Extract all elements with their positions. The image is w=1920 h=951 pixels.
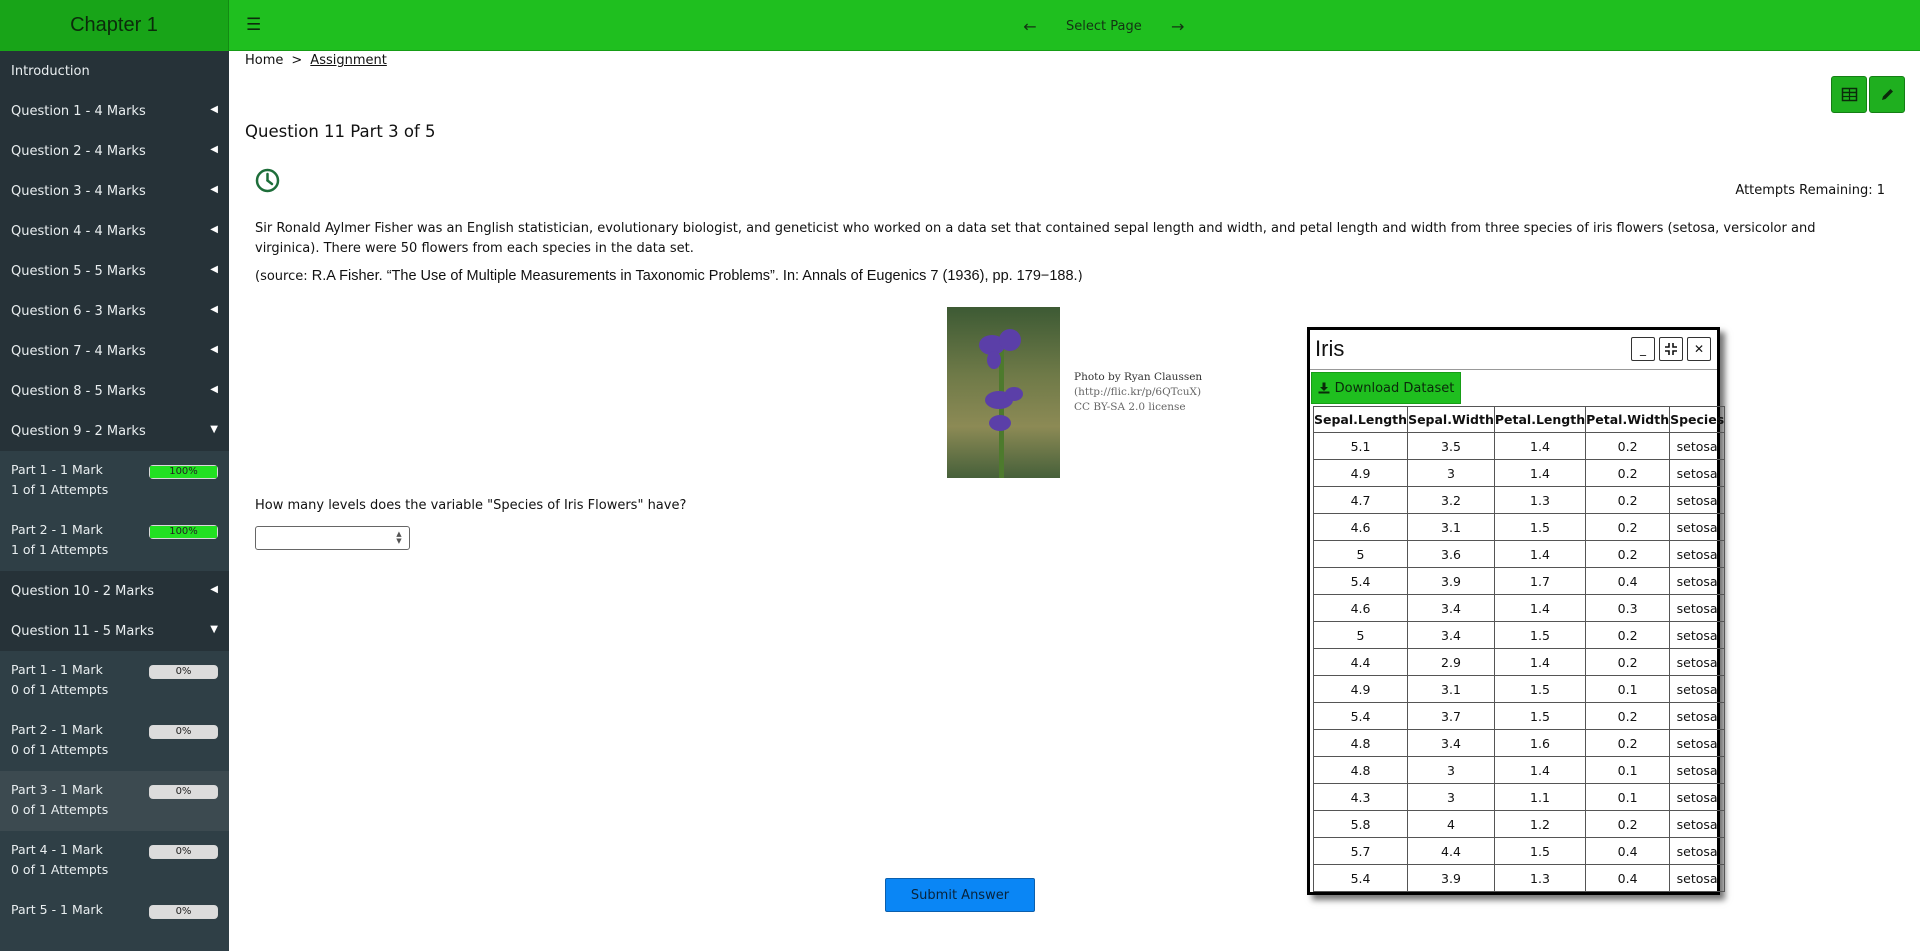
table-cell: 1.5 bbox=[1494, 838, 1585, 865]
photo-credit-link[interactable]: (http://flic.kr/p/6QTcuX) bbox=[1074, 386, 1202, 398]
caret-left-icon: ◀ bbox=[210, 384, 218, 395]
table-cell: setosa bbox=[1670, 487, 1725, 514]
caret-down-icon: ▼ bbox=[210, 424, 218, 435]
part-title: Part 1 - 1 Mark bbox=[11, 662, 103, 677]
part-title: Part 2 - 1 Mark bbox=[11, 722, 103, 737]
table-cell: 1.5 bbox=[1494, 622, 1585, 649]
table-cell: 1.7 bbox=[1494, 568, 1585, 595]
sidebar-item[interactable] bbox=[0, 571, 229, 611]
sidebar-item-label: Question 11 - 5 Marks bbox=[11, 623, 155, 639]
table-cell: 3.9 bbox=[1408, 865, 1495, 892]
source-suffix: ) bbox=[1077, 269, 1083, 284]
window-controls bbox=[1631, 337, 1711, 361]
table-cell: 3.4 bbox=[1408, 622, 1495, 649]
table-cell: 5 bbox=[1314, 541, 1408, 568]
sidebar-item[interactable] bbox=[0, 251, 229, 291]
table-cell: 5.4 bbox=[1314, 865, 1408, 892]
dataset-table-container[interactable] bbox=[1313, 406, 1725, 890]
sidebar-part-item[interactable] bbox=[0, 711, 229, 771]
column-header[interactable]: Species bbox=[1670, 407, 1725, 433]
table-cell: 1.5 bbox=[1494, 514, 1585, 541]
progress-bar bbox=[149, 525, 218, 539]
sidebar-item[interactable] bbox=[0, 171, 229, 211]
table-cell: setosa bbox=[1670, 649, 1725, 676]
sidebar-part-item[interactable] bbox=[0, 451, 229, 511]
attempts-remaining: Attempts Remaining: 1 bbox=[1735, 183, 1885, 198]
table-cell: 0.2 bbox=[1586, 622, 1670, 649]
table-cell: 0.2 bbox=[1586, 811, 1670, 838]
table-cell: setosa bbox=[1670, 730, 1725, 757]
fullscreen-glyph bbox=[1664, 342, 1678, 356]
table-cell: 3 bbox=[1408, 757, 1495, 784]
table-cell: setosa bbox=[1670, 433, 1725, 460]
sidebar-item-label: Question 8 - 5 Marks bbox=[11, 383, 146, 399]
caret-left-icon: ◀ bbox=[210, 344, 218, 355]
photo-petal bbox=[999, 329, 1021, 351]
breadcrumb-current[interactable]: Assignment bbox=[310, 53, 387, 68]
table-cell: 5.7 bbox=[1314, 838, 1408, 865]
table-row bbox=[1314, 433, 1725, 460]
table-cell: 4 bbox=[1408, 811, 1495, 838]
table-row bbox=[1314, 811, 1725, 838]
sidebar-item-label: Question 4 - 4 Marks bbox=[11, 223, 146, 239]
fullscreen-icon[interactable] bbox=[1659, 337, 1683, 361]
table-row bbox=[1314, 541, 1725, 568]
table-cell: 1.4 bbox=[1494, 649, 1585, 676]
part-title: Part 5 - 1 Mark bbox=[11, 902, 103, 917]
sidebar-item[interactable] bbox=[0, 211, 229, 251]
caret-left-icon: ◀ bbox=[210, 144, 218, 155]
progress-text: 0% bbox=[175, 846, 192, 857]
table-cell: 0.2 bbox=[1586, 541, 1670, 568]
sidebar bbox=[0, 51, 229, 927]
table-cell: 0.2 bbox=[1586, 487, 1670, 514]
window-title: Iris bbox=[1315, 336, 1345, 361]
table-cell: setosa bbox=[1670, 703, 1725, 730]
table-cell: setosa bbox=[1670, 838, 1725, 865]
table-cell: 0.4 bbox=[1586, 838, 1670, 865]
arrow-left-icon[interactable]: ← bbox=[1023, 16, 1037, 36]
sidebar-item[interactable] bbox=[0, 331, 229, 371]
caret-down-icon: ▼ bbox=[210, 624, 218, 635]
table-cell: 3.1 bbox=[1408, 514, 1495, 541]
sidebar-item[interactable] bbox=[0, 131, 229, 171]
column-header[interactable]: Sepal.Length bbox=[1314, 407, 1408, 433]
table-cell: 3 bbox=[1408, 460, 1495, 487]
table-row bbox=[1314, 514, 1725, 541]
table-cell: setosa bbox=[1670, 865, 1725, 892]
table-cell: 5.1 bbox=[1314, 433, 1408, 460]
table-cell: 5 bbox=[1314, 622, 1408, 649]
sidebar-item[interactable] bbox=[0, 411, 229, 451]
table-cell: setosa bbox=[1670, 514, 1725, 541]
source-prefix: (source: bbox=[255, 269, 312, 284]
dataset-table bbox=[1313, 406, 1725, 892]
progress-bar bbox=[149, 785, 218, 799]
source-text: R.A Fisher. “The Use of Multiple Measurements in Taxonomic Problems”. In: Annals of Eugenics 7 (1936), pp. 179−188. bbox=[311, 268, 1078, 284]
clock-icon bbox=[255, 168, 280, 193]
table-cell: 1.5 bbox=[1494, 676, 1585, 703]
table-row bbox=[1314, 784, 1725, 811]
progress-text: 0% bbox=[175, 726, 192, 737]
progress-text: 100% bbox=[169, 526, 198, 537]
progress-bar bbox=[149, 845, 218, 859]
sidebar-part-item[interactable] bbox=[0, 511, 229, 571]
photo-stem bbox=[999, 347, 1004, 478]
sidebar-item[interactable] bbox=[0, 91, 229, 131]
sidebar-item-label: Question 2 - 4 Marks bbox=[11, 143, 146, 159]
table-cell: 4.8 bbox=[1314, 757, 1408, 784]
table-cell: 2.9 bbox=[1408, 649, 1495, 676]
column-header[interactable]: Petal.Width bbox=[1586, 407, 1670, 433]
table-cell: 0.2 bbox=[1586, 649, 1670, 676]
caret-left-icon: ◀ bbox=[210, 184, 218, 195]
table-cell: 0.2 bbox=[1586, 460, 1670, 487]
table-cell: 4.3 bbox=[1314, 784, 1408, 811]
table-cell: 0.1 bbox=[1586, 757, 1670, 784]
submit-answer-button[interactable]: Submit Answer bbox=[885, 878, 1035, 912]
table-cell: 0.1 bbox=[1586, 784, 1670, 811]
table-cell: setosa bbox=[1670, 460, 1725, 487]
part-attempts: 0 of 1 Attempts bbox=[11, 802, 109, 817]
progress-text: 0% bbox=[175, 786, 192, 797]
table-cell: 4.4 bbox=[1408, 838, 1495, 865]
sidebar-item[interactable] bbox=[0, 51, 229, 91]
table-cell: 4.9 bbox=[1314, 460, 1408, 487]
table-cell: 4.6 bbox=[1314, 514, 1408, 541]
data-table-button[interactable] bbox=[1831, 76, 1867, 113]
table-cell: 3.7 bbox=[1408, 703, 1495, 730]
iris-dataset-window bbox=[1307, 327, 1725, 895]
table-row bbox=[1314, 460, 1725, 487]
table-cell: 3.1 bbox=[1408, 676, 1495, 703]
arrow-right-icon[interactable]: → bbox=[1171, 16, 1185, 36]
sidebar-item[interactable] bbox=[0, 611, 229, 651]
table-row bbox=[1314, 730, 1725, 757]
iris-photo bbox=[947, 307, 1060, 478]
table-cell: setosa bbox=[1670, 784, 1725, 811]
window-header[interactable] bbox=[1310, 330, 1717, 370]
sidebar-item-label: Introduction bbox=[11, 63, 90, 79]
progress-text: 100% bbox=[169, 466, 198, 477]
sidebar-item-label: Question 6 - 3 Marks bbox=[11, 303, 146, 319]
table-row bbox=[1314, 757, 1725, 784]
table-cell: 1.3 bbox=[1494, 865, 1585, 892]
photo-petal bbox=[987, 351, 1001, 369]
caret-left-icon: ◀ bbox=[210, 104, 218, 115]
table-cell: 0.1 bbox=[1586, 676, 1670, 703]
table-cell: 1.5 bbox=[1494, 703, 1585, 730]
column-header[interactable]: Sepal.Width bbox=[1408, 407, 1495, 433]
part-attempts: 0 of 1 Attempts bbox=[11, 862, 109, 877]
question-description: Sir Ronald Aylmer Fisher was an English statistician, evolutionary biologist, and geneticist who worked on a data set that contained sepal length and width, and petal length and width from three species of iris flowers (setosa, versicolor and virginica). There were 50 flowers from each species in the data set. bbox=[255, 221, 1816, 256]
table-cell: 1.4 bbox=[1494, 757, 1585, 784]
table-row bbox=[1314, 676, 1725, 703]
part-attempts: 1 of 1 Attempts bbox=[11, 482, 109, 497]
table-row bbox=[1314, 865, 1725, 892]
table-cell: 1.3 bbox=[1494, 487, 1585, 514]
table-cell: setosa bbox=[1670, 595, 1725, 622]
table-row bbox=[1314, 487, 1725, 514]
sidebar-part-item[interactable] bbox=[0, 831, 229, 891]
column-header[interactable]: Petal.Length bbox=[1494, 407, 1585, 433]
table-cell: setosa bbox=[1670, 757, 1725, 784]
table-cell: 0.4 bbox=[1586, 865, 1670, 892]
tool-buttons bbox=[1831, 76, 1905, 113]
table-cell: 5.4 bbox=[1314, 703, 1408, 730]
table-row bbox=[1314, 622, 1725, 649]
table-cell: 1.2 bbox=[1494, 811, 1585, 838]
table-cell: 1.6 bbox=[1494, 730, 1585, 757]
answer-input[interactable] bbox=[255, 526, 410, 550]
progress-bar bbox=[149, 665, 218, 679]
table-header-row bbox=[1314, 407, 1725, 433]
table-cell: 5.4 bbox=[1314, 568, 1408, 595]
sidebar-item-label: Question 10 - 2 Marks bbox=[11, 583, 155, 599]
table-cell: 0.4 bbox=[1586, 568, 1670, 595]
table-cell: setosa bbox=[1670, 676, 1725, 703]
table-row bbox=[1314, 568, 1725, 595]
progress-bar bbox=[149, 465, 218, 479]
table-row bbox=[1314, 703, 1725, 730]
sidebar-item-label: Question 3 - 4 Marks bbox=[11, 183, 146, 199]
select-page-button[interactable]: Select Page bbox=[1066, 18, 1142, 34]
pencil-icon bbox=[1880, 87, 1895, 102]
caret-left-icon: ◀ bbox=[210, 264, 218, 275]
table-cell: 1.4 bbox=[1494, 595, 1585, 622]
page-selector bbox=[1020, 12, 1188, 40]
photo-petal bbox=[1005, 387, 1023, 401]
minimize-icon[interactable]: _ bbox=[1631, 337, 1655, 361]
sidebar-item-label: Question 7 - 4 Marks bbox=[11, 343, 146, 359]
source-citation bbox=[255, 268, 1083, 284]
number-stepper[interactable]: ▲ ▼ bbox=[396, 530, 402, 545]
table-cell: 0.3 bbox=[1586, 595, 1670, 622]
table-cell: 1.1 bbox=[1494, 784, 1585, 811]
table-icon bbox=[1842, 88, 1857, 101]
table-cell: 4.9 bbox=[1314, 676, 1408, 703]
part-attempts: 0 of 1 Attempts bbox=[11, 682, 109, 697]
close-icon[interactable]: ✕ bbox=[1687, 337, 1711, 361]
breadcrumb bbox=[245, 53, 387, 68]
sidebar-part-item[interactable] bbox=[0, 891, 229, 951]
table-cell: setosa bbox=[1670, 811, 1725, 838]
sidebar-part-item[interactable] bbox=[0, 771, 229, 831]
sidebar-item-label: Question 5 - 5 Marks bbox=[11, 263, 146, 279]
table-row bbox=[1314, 649, 1725, 676]
breadcrumb-home[interactable]: Home bbox=[245, 53, 284, 68]
sidebar-item[interactable] bbox=[0, 291, 229, 331]
hamburger-icon[interactable]: ☰ bbox=[246, 15, 262, 35]
part-attempts: 0 of 1 Attempts bbox=[11, 742, 109, 757]
chapter-title: Chapter 1 bbox=[0, 0, 229, 51]
download-dataset-button[interactable] bbox=[1311, 372, 1461, 404]
table-cell: 3.9 bbox=[1408, 568, 1495, 595]
table-cell: 3 bbox=[1408, 784, 1495, 811]
part-title: Part 1 - 1 Mark bbox=[11, 462, 103, 477]
progress-text: 0% bbox=[175, 666, 192, 677]
table-cell: setosa bbox=[1670, 541, 1725, 568]
download-label: Download Dataset bbox=[1334, 380, 1455, 396]
progress-bar bbox=[149, 725, 218, 739]
table-cell: 4.8 bbox=[1314, 730, 1408, 757]
sidebar-part-item[interactable] bbox=[0, 651, 229, 711]
question-title: Question 11 Part 3 of 5 bbox=[245, 122, 436, 141]
caret-left-icon: ◀ bbox=[210, 584, 218, 595]
photo-credit-author: Photo by Ryan Claussen bbox=[1074, 371, 1203, 383]
top-bar bbox=[0, 0, 1920, 51]
photo-petal bbox=[989, 415, 1011, 431]
table-cell: 3.4 bbox=[1408, 730, 1495, 757]
sidebar-item-label: Question 9 - 2 Marks bbox=[11, 423, 146, 439]
table-cell: setosa bbox=[1670, 568, 1725, 595]
table-cell: 4.7 bbox=[1314, 487, 1408, 514]
table-cell: 3.5 bbox=[1408, 433, 1495, 460]
table-cell: 1.4 bbox=[1494, 433, 1585, 460]
breadcrumb-separator: > bbox=[291, 53, 303, 68]
table-cell: 5.8 bbox=[1314, 811, 1408, 838]
table-cell: 4.6 bbox=[1314, 595, 1408, 622]
table-cell: 0.2 bbox=[1586, 703, 1670, 730]
table-cell: 1.4 bbox=[1494, 541, 1585, 568]
part-attempts: 1 of 1 Attempts bbox=[11, 542, 109, 557]
table-cell: 1.4 bbox=[1494, 460, 1585, 487]
caret-left-icon: ◀ bbox=[210, 224, 218, 235]
part-title: Part 2 - 1 Mark bbox=[11, 522, 103, 537]
table-row bbox=[1314, 595, 1725, 622]
table-cell: 3.2 bbox=[1408, 487, 1495, 514]
table-cell: 0.2 bbox=[1586, 514, 1670, 541]
table-cell: 0.2 bbox=[1586, 730, 1670, 757]
table-cell: 3.4 bbox=[1408, 595, 1495, 622]
part-title: Part 4 - 1 Mark bbox=[11, 842, 103, 857]
photo-credit bbox=[1074, 370, 1202, 415]
table-cell: 4.4 bbox=[1314, 649, 1408, 676]
sidebar-item[interactable] bbox=[0, 371, 229, 411]
progress-bar bbox=[149, 905, 218, 919]
table-row bbox=[1314, 838, 1725, 865]
download-icon bbox=[1318, 382, 1330, 394]
caret-left-icon: ◀ bbox=[210, 304, 218, 315]
question-prompt: How many levels does the variable "Species of Iris Flowers" have? bbox=[255, 498, 687, 513]
table-cell: setosa bbox=[1670, 622, 1725, 649]
sidebar-item-label: Question 1 - 4 Marks bbox=[11, 103, 146, 119]
table-cell: 0.2 bbox=[1586, 433, 1670, 460]
progress-text: 0% bbox=[175, 906, 192, 917]
photo-credit-license: CC BY-SA 2.0 license bbox=[1074, 401, 1186, 413]
notes-button[interactable] bbox=[1869, 76, 1905, 113]
part-title: Part 3 - 1 Mark bbox=[11, 782, 103, 797]
table-cell: 3.6 bbox=[1408, 541, 1495, 568]
